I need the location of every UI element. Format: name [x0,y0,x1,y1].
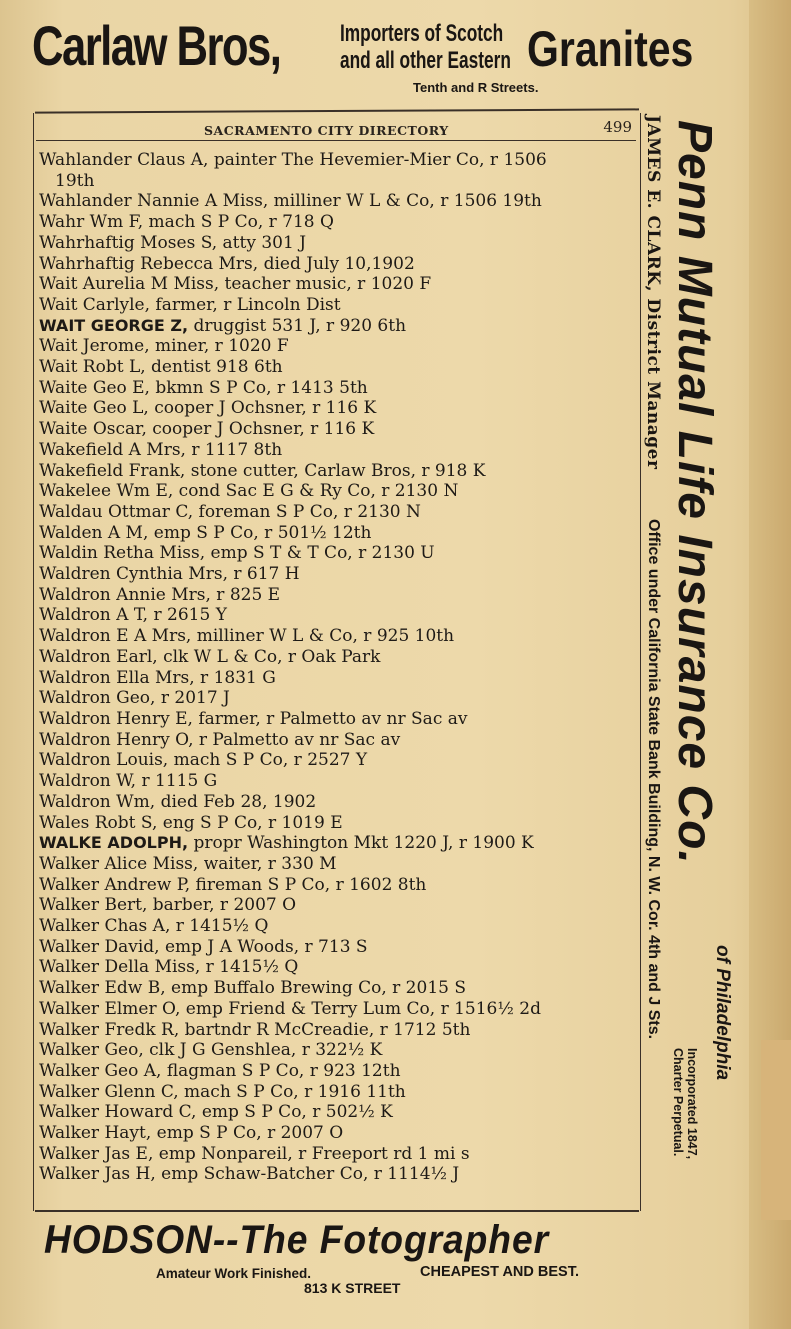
directory-entry [39,916,639,937]
amateur-work-text: Amateur Work Finished. [156,1266,312,1281]
entry-text: Walker Alice Miss, waiter, r 330 M [39,853,337,874]
entry-text: propr Washington Mkt 1220 J, r 1900 K [188,833,534,854]
directory-title: SACRAMENTO CITY DIRECTORY [204,123,449,138]
charter-line: Charter Perpetual. [671,1048,685,1157]
entry-text: Waldin Retha Miss, emp S T & T Co, r 2130 U [39,543,435,564]
directory-entry [39,978,639,999]
entry-text: Waldron A T, r 2615 Y [39,605,227,626]
entry-text: Walker Della Miss, r 1415½ Q [39,957,299,978]
directory-entry [39,461,639,482]
directory-entry [39,750,639,771]
directory-entry [39,481,639,502]
incorporation-block [671,1048,699,1159]
carlaw-address: Tenth and R Streets. [413,80,539,95]
importers-text [340,20,511,74]
entry-text: Wahlander Claus A, painter The Hevemier-Mier Co, r 1506 [39,150,547,170]
directory-entry [39,771,639,792]
directory-entry [39,1061,639,1082]
entry-text: Wahlander Nannie A Miss, milliner W L & Co, r 1506 19th [39,191,542,212]
entry-text: Waldron Henry E, farmer, r Palmetto av nr Sac av [39,708,468,729]
directory-entry [39,668,639,689]
directory-entry [39,1144,639,1165]
directory-entry [39,937,639,958]
entry-text: Wakefield Frank, stone cutter, Carlaw Bros, r 918 K [39,460,486,481]
entry-text: Wait Robt L, dentist 918 6th [39,357,283,378]
entry-text: Walker Glenn C, mach S P Co, r 1916 11th [39,1081,406,1102]
entry-text: Wahrhaftig Rebecca Mrs, died July 10,1902 [39,253,415,274]
entry-text: Walden A M, emp S P Co, r 501½ 12th [39,522,372,543]
entry-text: Walker Edw B, emp Buffalo Brewing Co, r 2015 S [39,978,467,999]
entry-continuation: 19th [55,170,95,191]
directory-entry [39,813,639,834]
page-number: 499 [603,118,632,136]
entry-text: Waldron Earl, clk W L & Co, r Oak Park [39,646,381,667]
entry-text: Walker Jas E, emp Nonpareil, r Freeport rd 1 mi s [39,1143,470,1164]
directory-entry [39,543,639,564]
directory-entry [39,564,639,585]
running-header [36,118,636,141]
directory-entry [39,419,639,440]
entry-text: Wait Jerome, miner, r 1020 F [39,336,289,357]
directory-entry [39,792,639,813]
entry-text: Waldron Louis, mach S P Co, r 2527 Y [39,750,368,771]
directory-entry [39,957,639,978]
importers-line1: Importers of Scotch [340,20,504,47]
directory-entry [39,1020,639,1041]
entry-text: druggist 531 J, r 920 6th [188,315,407,336]
entry-text: Waldron Henry O, r Palmetto av nr Sac av [39,729,401,750]
entry-text: Waldron Annie Mrs, r 825 E [39,584,281,605]
entry-name-bold: WALKE ADOLPH, [39,833,189,853]
directory-entry [39,585,639,606]
directory-entry [39,440,639,461]
directory-entry [39,378,639,399]
frame-bottom-rule [35,1210,639,1212]
cheapest-text: CHEAPEST AND BEST. [420,1264,579,1280]
directory-entry [39,854,639,875]
entry-text: Wakefield A Mrs, r 1117 8th [39,439,283,460]
carlaw-bros-name: Carlaw Bros, [32,14,281,77]
directory-entry [39,274,639,295]
directory-entry [39,1123,639,1144]
entry-text: Walker Jas H, emp Schaw-Batcher Co, r 1114½ J [39,1164,460,1185]
directory-entry [39,1040,639,1061]
directory-entry [39,357,639,378]
importers-line2: and all other Eastern [340,47,511,74]
carlaw-bros-ad [30,10,694,110]
penn-mutual-name: Penn Mutual Life Insurance Co. [668,120,721,865]
directory-entry [39,254,639,275]
directory-entry [39,626,639,647]
entry-text: Walker Elmer O, emp Friend & Terry Lum Co, r 1516½ 2d [39,998,541,1019]
directory-entry [39,895,639,916]
directory-entry [39,191,639,212]
entry-text: Waite Geo E, bkmn S P Co, r 1413 5th [39,377,368,398]
directory-entry [39,647,639,668]
office-address: Office under California State Bank Building, N. W. Cor. 4th and J Sts. [645,519,662,1040]
directory-entry [39,730,639,751]
entry-text: Walker Howard C, emp S P Co, r 502½ K [39,1102,393,1123]
directory-entry [39,1082,639,1103]
hodson-address: 813 K STREET [304,1280,401,1296]
entry-text: Waldron Ella Mrs, r 1831 G [39,667,276,688]
entry-text: Waldron E A Mrs, milliner W L & Co, r 925 10th [39,626,455,647]
index-tab [761,1040,791,1220]
penn-mutual-city: of Philadelphia [712,945,733,1081]
entry-text: Walker Chas A, r 1415½ Q [39,916,269,937]
entry-text: Walker Fredk R, bartndr R McCreadie, r 1712 5th [39,1019,471,1040]
directory-entry [39,999,639,1020]
entry-text: Wait Carlyle, farmer, r Lincoln Dist [39,294,341,315]
entry-name-bold: WAIT GEORGE Z, [39,315,189,335]
directory-entry [39,295,639,316]
entry-text: Waite Oscar, cooper J Ochsner, r 116 K [39,419,375,440]
incorporated-line: Incorporated 1847, [685,1048,699,1160]
district-manager: JAMES E. CLARK, District Manager [643,115,663,470]
directory-entry [39,709,639,730]
entry-text: Walker Andrew P, fireman S P Co, r 1602 8th [39,874,427,895]
entry-text: Wait Aurelia M Miss, teacher music, r 1020 F [39,274,432,295]
entry-text: Walker David, emp J A Woods, r 713 S [39,936,368,957]
hodson-ad [40,1218,700,1318]
directory-entry [39,833,639,854]
entry-text: Wahrhaftig Moses S, atty 301 J [39,232,307,253]
entry-text: Wahr Wm F, mach S P Co, r 718 Q [39,212,334,233]
directory-entry [39,605,639,626]
directory-entry [39,316,639,337]
directory-entry [39,1102,639,1123]
directory-entry [39,212,639,233]
directory-entry [39,1164,639,1185]
directory-entry [39,398,639,419]
directory-entry [39,502,639,523]
granites-text: Granites [527,21,694,77]
entry-text: Waldron Geo, r 2017 J [39,688,230,709]
directory-entry [39,688,639,709]
directory-entry [39,875,639,896]
entry-text: Wakelee Wm E, cond Sac E G & Ry Co, r 2130 N [39,481,459,502]
entry-text: Waldron Wm, died Feb 28, 1902 [39,791,317,812]
entry-text: Walker Geo A, flagman S P Co, r 923 12th [39,1060,401,1081]
entry-text: Waldren Cynthia Mrs, r 617 H [39,564,300,585]
entry-text: Waldau Ottmar C, foreman S P Co, r 2130 N [39,501,421,522]
directory-entry [39,150,639,191]
entry-text: Waldron W, r 1115 G [39,771,218,792]
directory-entry [39,523,639,544]
entry-text: Walker Bert, barber, r 2007 O [39,895,297,916]
directory-entry [39,336,639,357]
entry-text: Waite Geo L, cooper J Ochsner, r 116 K [39,398,377,419]
directory-entries [39,150,639,1185]
hodson-headline: HODSON--The Fotographer [44,1218,549,1262]
entry-text: Wales Robt S, eng S P Co, r 1019 E [39,812,343,833]
entry-text: Walker Geo, clk J G Genshlea, r 322½ K [39,1040,383,1061]
directory-entry [39,233,639,254]
entry-text: Walker Hayt, emp S P Co, r 2007 O [39,1123,344,1144]
